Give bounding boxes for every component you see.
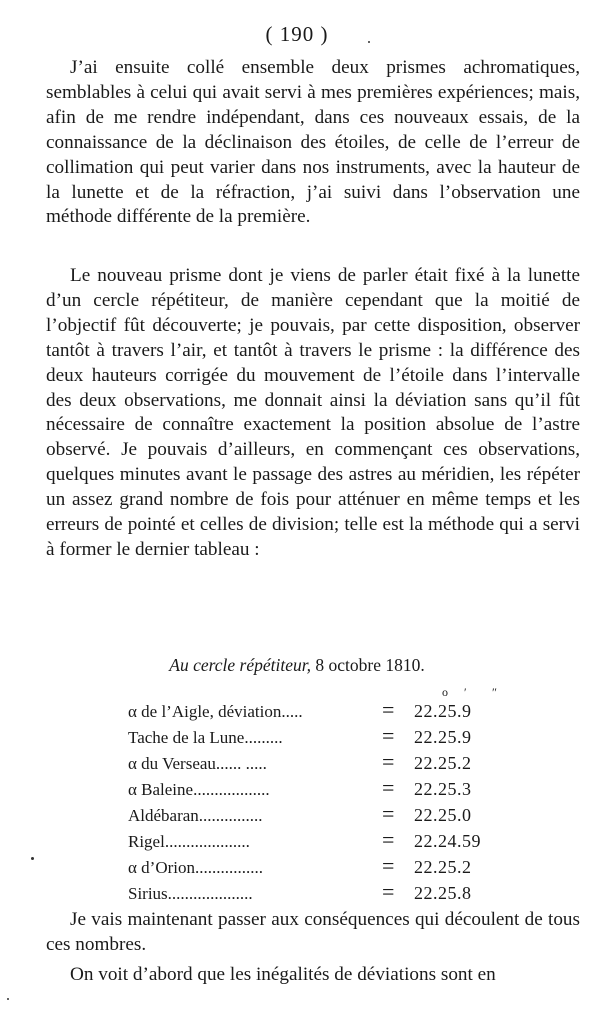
stray-mark	[368, 41, 370, 43]
paragraph-3: Je vais maintenant passer aux conséquences qui découlent de tous ces nombres.	[46, 909, 580, 955]
deviation-table	[128, 697, 528, 905]
table-title-date: 8 octobre 1810.	[315, 655, 425, 675]
table-row	[128, 879, 528, 905]
deviation-value: 22.25.9	[414, 727, 472, 747]
unit-second: ″	[492, 685, 497, 699]
equals-sign: =	[382, 697, 395, 722]
table-row	[128, 749, 528, 775]
star-name: α Baleine..................	[128, 780, 270, 799]
star-name: Sirius....................	[128, 884, 253, 903]
star-name: α de l’Aigle, déviation.....	[128, 702, 303, 721]
deviation-value: 22.25.3	[414, 779, 472, 799]
paragraph-1: J’ai ensuite collé ensemble deux prismes achromatiques, semblables à celui qui avait servi à mes premières expériences; mais, afin de me rendre indépendant, dans ces nouveaux essais, de la connaissance de la déclinaison des étoiles, de celle de l’erreur de collimation qui peut varier dans nos instruments, avec la hauteur de la lunette et de la réfraction, j’ai suivi dans l’observation une méthode différente de la première.	[46, 57, 580, 228]
unit-minute: ′	[464, 685, 467, 699]
equals-sign: =	[382, 853, 395, 878]
star-name: α d’Orion................	[128, 858, 263, 877]
star-name: α du Verseau...... .....	[128, 754, 267, 773]
table-title	[0, 655, 594, 676]
equals-sign: =	[382, 827, 395, 852]
paragraph-4: On voit d’abord que les inégalités de déviations sont en	[70, 964, 496, 985]
deviation-value: 22.25.0	[414, 805, 472, 825]
table-row	[128, 723, 528, 749]
star-name: Rigel....................	[128, 832, 250, 851]
table-row	[128, 853, 528, 879]
deviation-value: 22.25.9	[414, 701, 472, 721]
paragraph-2: Le nouveau prisme dont je viens de parler était fixé à la lunette d’un cercle répétiteur, de manière cependant que la moitié de l’objectif fût découverte; je pouvais, par cette disposition, observer tantôt à travers l’air, et tantôt à travers le prisme : la différence des deux hauteurs corrigée du mouvement de l’étoile dans l’intervalle des deux observations, me donnait ainsi la déviation sans qu’il fût nécessaire de connaître exactement la position absolue de l’astre observé. Je pouvais d’ailleurs, en commençant ces observations, quelques minutes avant le passage des astres au méridien, les répéter un assez grand nombre de fois pour atténuer en même temps et les erreurs de pointé et celles de division; telle est la méthode qui a servi à former le dernier tableau :	[46, 265, 580, 560]
equals-sign: =	[382, 749, 395, 774]
star-name: Tache de la Lune.........	[128, 728, 283, 747]
deviation-value: 22.25.8	[414, 883, 472, 903]
star-name: Aldébaran...............	[128, 806, 263, 825]
equals-sign: =	[382, 801, 395, 826]
table-title-place: Au cercle répétiteur,	[169, 655, 311, 675]
table-row	[128, 775, 528, 801]
stray-mark	[7, 998, 9, 1000]
table-row	[128, 801, 528, 827]
unit-degree: o	[442, 685, 448, 699]
table-row	[128, 697, 528, 723]
deviation-value: 22.25.2	[414, 857, 472, 877]
page-number: ( 190 )	[265, 22, 329, 46]
deviation-value: 22.24.59	[414, 831, 481, 851]
equals-sign: =	[382, 879, 395, 904]
stray-mark	[31, 857, 34, 860]
deviation-value: 22.25.2	[414, 753, 472, 773]
equals-sign: =	[382, 723, 395, 748]
equals-sign: =	[382, 775, 395, 800]
table-row	[128, 827, 528, 853]
